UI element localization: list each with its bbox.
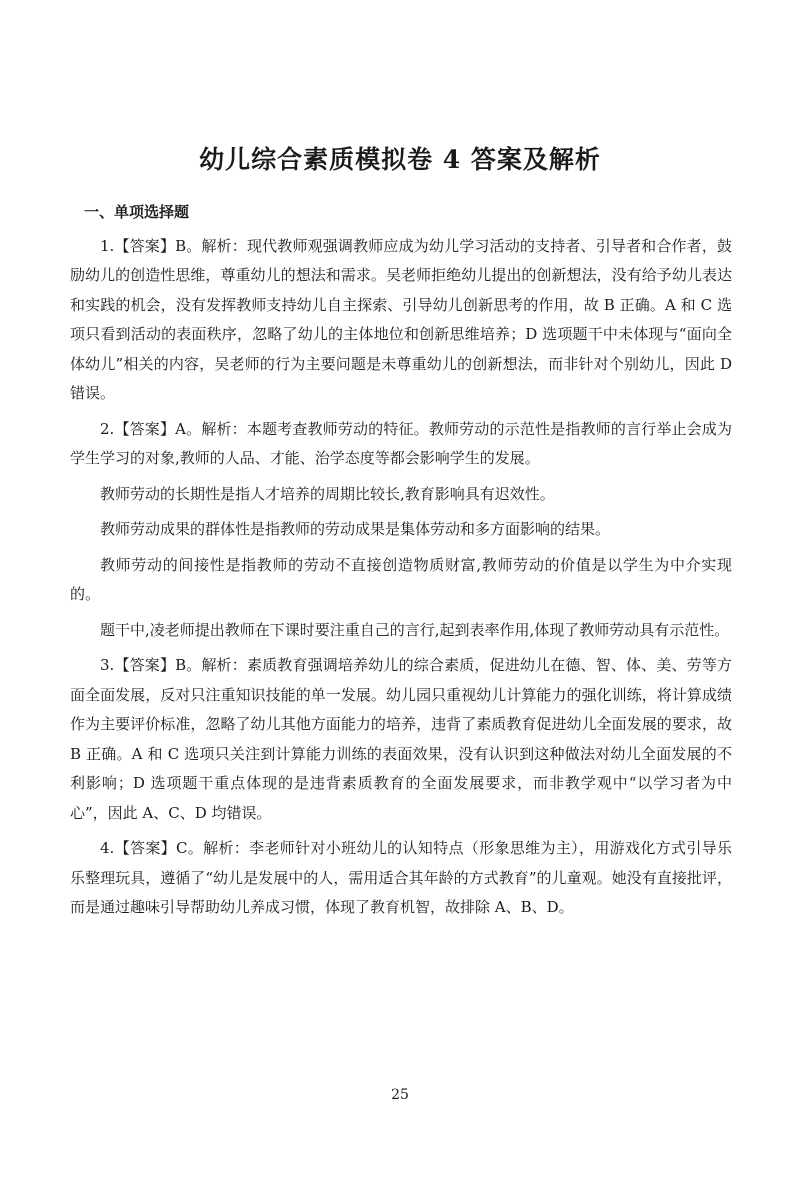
paragraph-answer-2-conclusion: 题干中,凌老师提出教师在下课时要注重自己的言行,起到表率作用,体现了教师劳动具有示范性。 (100, 620, 730, 639)
page-title: 幼儿综合素质模拟卷 4 答案及解析 (199, 145, 601, 174)
paragraph-answer-2-indirect: 教师劳动的间接性是指教师的劳动不直接创造物质财富,教师劳动的价值是以学生为中介实现的。 (70, 555, 732, 603)
section-heading: 一、单项选择题 (84, 203, 190, 221)
paragraph-answer-1: 1.【答案】B。解析：现代教师观强调教师应成为幼儿学习活动的支持者、引导者和合作者，鼓励幼儿的创造性思维，尊重幼儿的想法和需求。吴老师拒绝幼儿提出的创新想法，没有给予幼儿表达和实践的机会，没有发挥教师支持幼儿自主探索、引导幼儿创新思考的作用，故 B 正确。A 和 C 选项只看到活动的表面秩序，忽略了幼儿的主体地位和创新思维培养；D 选项题干中未体现与“面向全体幼儿”相关的内容，吴老师的行为主要问题是未尊重幼儿的创新想法，而非针对个别幼儿，因此 D 错误。 (70, 236, 732, 402)
page-number: 25 (391, 1087, 409, 1103)
document-body (70, 198, 732, 929)
paragraph-answer-2-collective: 教师劳动成果的群体性是指教师的劳动成果是集体劳动和多方面影响的结果。 (100, 520, 611, 538)
paragraph-answer-3: 3.【答案】B。解析：素质教育强调培养幼儿的综合素质，促进幼儿在德、智、体、美、劳等方面全面发展，反对只注重知识技能的单一发展。幼儿园只重视幼儿计算能力的强化训练，将计算成绩作为主要评价标准，忽略了幼儿其他方面能力的培养，违背了素质教育促进幼儿全面发展的要求，故 B 正确。A 和 C 选项只关注到计算能力训练的表面效果，没有认识到这种做法对幼儿全面发展的不利影响；D 选项题干重点体现的是违背素质教育的全面发展要求，而非教学观中“以学习者为中心”，因此 A、C、D 均错误。 (70, 656, 732, 822)
paragraph-answer-4: 4.【答案】C。解析：李老师针对小班幼儿的认知特点（形象思维为主），用游戏化方式引导乐乐整理玩具，遵循了“幼儿是发展中的人，需用适合其年龄的方式教育”的儿童观。她没有直接批评，而是通过趣味引导帮助幼儿养成习惯，体现了教育机智，故排除 A、B、D。 (70, 839, 732, 916)
paragraph-answer-2-long-term: 教师劳动的长期性是指人才培养的周期比较长,教育影响具有迟效性。 (100, 484, 555, 503)
paragraph-answer-2: 2.【答案】A。解析：本题考查教师劳动的特征。教师劳动的示范性是指教师的言行举止会成为学生学习的对象,教师的人品、才能、治学态度等都会影响学生的发展。 (70, 419, 732, 467)
